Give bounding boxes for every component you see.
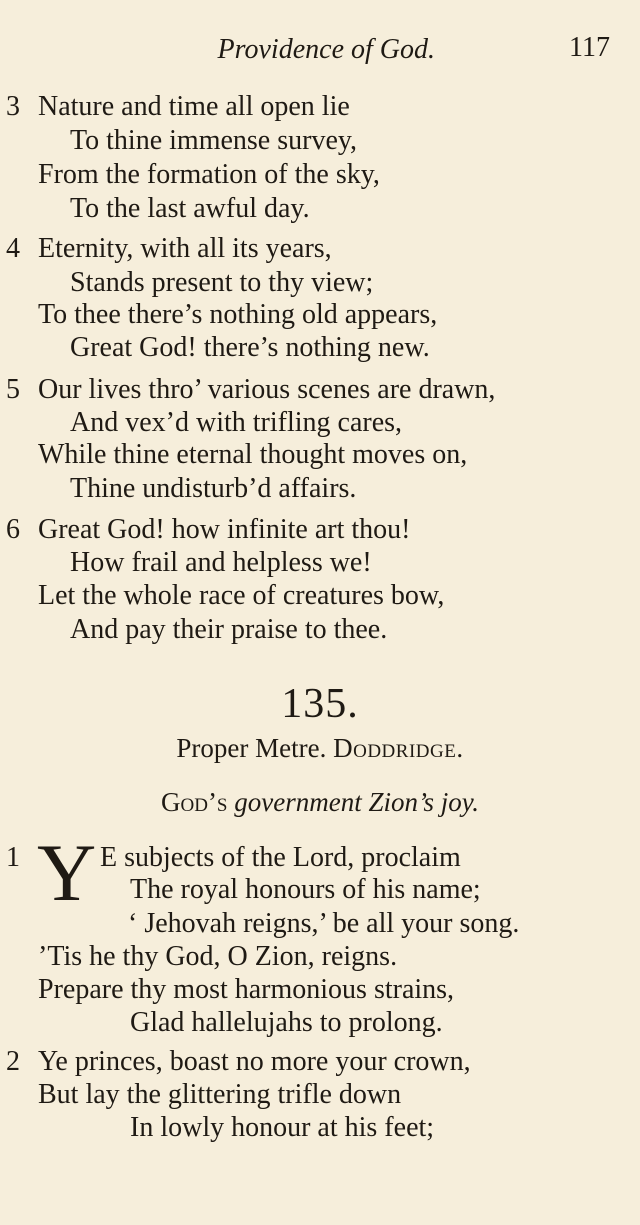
hymn-meter-line: [0, 733, 640, 764]
verse-line: E subjects of the Lord, proclaim: [100, 842, 461, 873]
page-header: [0, 30, 640, 70]
verse-line: From the formation of the sky,: [38, 159, 380, 190]
verse-line: Thine undisturb’d affairs.: [70, 473, 357, 504]
verse-line: And vex’d with trifling cares,: [70, 407, 403, 438]
verse-line: But lay the glittering trifle down: [38, 1079, 402, 1110]
verse-line: To the last awful day.: [70, 193, 310, 224]
verse-line: Stands present to thy view;: [70, 267, 374, 298]
hymn-author: Doddridge.: [333, 733, 464, 763]
verse-line: ’Tis he thy God, O Zion, reigns.: [38, 941, 398, 972]
verse-line: Eternity, with all its years,: [38, 233, 332, 264]
verse-line: ‘ Jehovah reigns,’ be all your song.: [128, 908, 520, 939]
verse-line: To thee there’s nothing old appears,: [38, 299, 438, 330]
verse-line: Prepare thy most harmonious strains,: [38, 974, 455, 1005]
verse-line: Ye princes, boast no more your crown,: [38, 1046, 471, 1077]
verse-line: The royal honours of his name;: [130, 874, 481, 905]
stanza-number: 6: [6, 514, 20, 545]
hymn-subject-prefix: God’s: [161, 787, 228, 817]
verse-line: Nature and time all open lie: [38, 91, 350, 122]
verse-line: Our lives thro’ various scenes are drawn,: [38, 374, 496, 405]
running-head: Providence of God.: [217, 34, 435, 65]
verse-line: While thine eternal thought moves on,: [38, 439, 468, 470]
verse-line: Let the whole race of creatures bow,: [38, 580, 445, 611]
hymn-meter: Proper Metre.: [176, 733, 327, 763]
hymn-number: 135.: [281, 681, 359, 727]
drop-cap: Y: [37, 827, 97, 918]
page-number: 117: [569, 32, 610, 63]
stanza-number: 5: [6, 374, 20, 405]
verse-line: In lowly honour at his feet;: [130, 1112, 435, 1143]
verse-line: Great God! how infinite art thou!: [38, 514, 411, 545]
verse-line: To thine immense survey,: [70, 125, 358, 156]
hymn-subject-rest: government Zion’s joy.: [234, 787, 479, 817]
verse-line: And pay their praise to thee.: [70, 614, 388, 645]
verse-line: Glad hallelujahs to prolong.: [130, 1007, 443, 1038]
stanza-number: 3: [6, 91, 20, 122]
verse-line: How frail and helpless we!: [70, 547, 372, 578]
hymn-subject: [0, 787, 640, 818]
verse-line: Great God! there’s nothing new.: [70, 332, 430, 363]
stanza-number: 4: [6, 233, 20, 264]
stanza-number: 2: [6, 1046, 20, 1077]
stanza-number: 1: [6, 842, 20, 873]
